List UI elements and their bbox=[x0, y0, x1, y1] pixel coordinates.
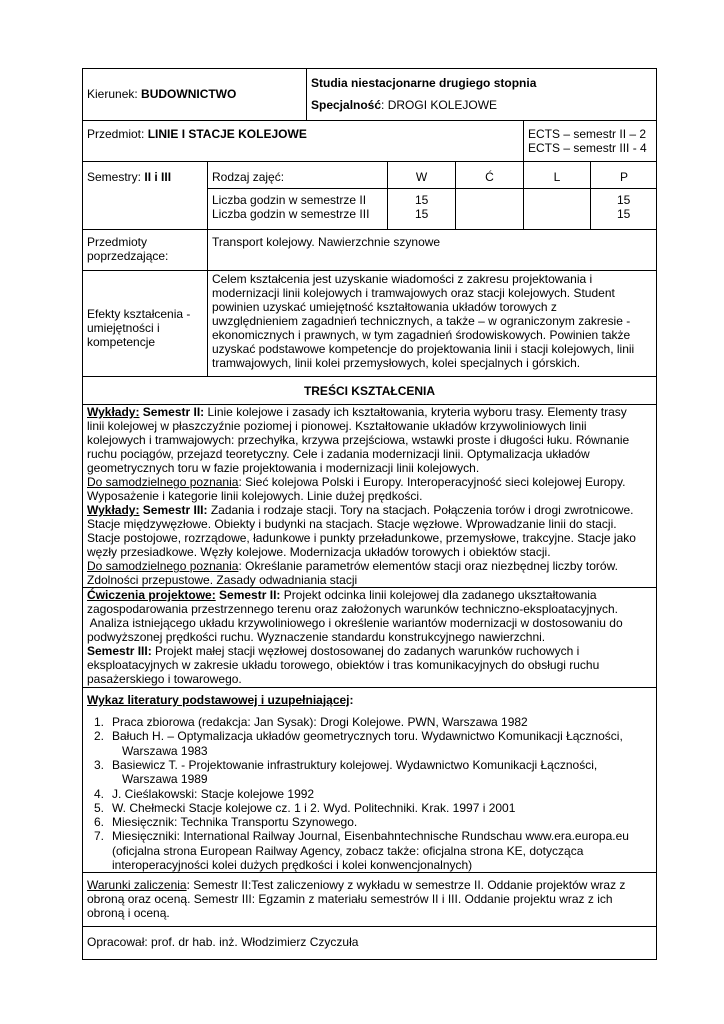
tresci-title: TREŚCI KSZTAŁCENIA bbox=[303, 384, 436, 398]
tresci-line: Wyposażenie i kategorie linii kolejowych. Linie dużej prędkości. bbox=[87, 489, 423, 503]
wyklady-sem2-first: Wykłady: Semestr II: Linie kolejowe i zasady ich kształtowania, kryteria wyboru trasy. Elementy trasy bbox=[87, 405, 627, 419]
col-c: Ć bbox=[485, 170, 494, 184]
w-sem2: 15 bbox=[415, 193, 429, 207]
cwiczenia-line: Analiza istniejącego układu krzywoliniowego i określenie wariantów modernizacji w dostosowaniu do bbox=[87, 616, 623, 630]
col-p: P bbox=[619, 170, 628, 184]
studia-title: Studia niestacjonarne drugiego stopnia bbox=[311, 76, 537, 90]
efekty-label-2: umiejętności i bbox=[87, 321, 160, 335]
poprzedzajace-label-2: poprzedzające: bbox=[87, 249, 169, 263]
literatura-item-line: J. Cieślakowski: Stacje kolejowe 1992 bbox=[112, 786, 315, 801]
literatura-item-line: interoperacyjności kolei dużych prędkości i kolei konwencjonalnych) bbox=[112, 858, 473, 872]
literatura-item-number: 5. bbox=[94, 800, 105, 815]
literatura-item-number: 3. bbox=[94, 757, 105, 772]
wyklady-sem3-first: Wykłady: Semestr III: Zadania i rodzaje stacji. Tory na stacjach. Połączenia torów i drogi zwrotnicowe. bbox=[87, 503, 634, 517]
literatura-item-line: W. Chełmecki Stacje kolejowe cz. 1 i 2. Wyd. Politechniki. Krak. 1997 i 2001 bbox=[112, 800, 516, 815]
poprzedzajace-value: Transport kolejowy. Nawierzchnie szynowe bbox=[212, 235, 441, 249]
tresci-line: geometrycznych toru w fazie projektowania i modernizacji linii kolejowych. bbox=[87, 461, 480, 475]
literatura-item-line: Miesięcznik: Technika Transportu Szynowego. bbox=[112, 815, 358, 830]
efekty-label-1: Efekty kształcenia - bbox=[87, 307, 191, 321]
efekty-line: ekonomicznych i prawnych, w tym zagadnień środowiskowych. Powinien także bbox=[212, 328, 631, 342]
literatura-item-line: Bałuch H. – Optymalizacja układów geometrycznych toru. Wydawnictwo Komunikacji Łączności, bbox=[112, 729, 623, 744]
p-sem2: 15 bbox=[617, 193, 631, 207]
literatura-item-number: 7. bbox=[94, 829, 105, 844]
col-w: W bbox=[415, 170, 428, 184]
cwiczenia-line: podwyższonej prędkości ruchu. Wyznaczenie standardu konstrukcyjnego nawierzchni. bbox=[87, 630, 546, 644]
cwiczenia-sem3-first: Semestr III: Projekt małej stacji węzłowej dostosowanej do zadanych warunków ruchowych i bbox=[87, 644, 580, 658]
tresci-line: Stacje międzywęzłowe. Obiekty i budynki na stacjach. Stacje węzłowe. Wprowadzanie linii do stacji. bbox=[87, 517, 617, 531]
rule bbox=[82, 872, 657, 873]
ects-sem3: ECTS – semestr III - 4 bbox=[528, 141, 647, 155]
warunki-line: obroną oraz oceną. Semestr III: Egzamin z materiału semestrów II i III. Oddanie projektu wraz z ich bbox=[87, 892, 613, 906]
kierunek: Kierunek: BUDOWNICTWO bbox=[87, 87, 237, 101]
p-sem3: 15 bbox=[617, 207, 631, 221]
efekty-line: uzyskać podstawowe kompetencje do projektowania linii i stacji kolejowych, linii bbox=[212, 342, 635, 356]
rodzaj-zajec: Rodzaj zajęć: bbox=[212, 170, 285, 184]
cwiczenia-line: eksploatacyjnych w zakresie układu torowego, obiektów i tras komunikacyjnych do obsługi ruchu bbox=[87, 658, 600, 672]
literatura-item-line: Miesięczniki: International Railway Journal, Eisenbahntechnische Rundschau www.era.europa.eu bbox=[112, 829, 629, 844]
specjalnosc: Specjalność: DROGI KOLEJOWE bbox=[311, 98, 498, 112]
tresci-line: kolejowych i tramwajowych: przechyłka, krzywa przejściowa, wstawki proste i długości łuku. Równanie bbox=[87, 433, 630, 447]
literatura-item-line: (oficjalna strona European Railway Agency, zobacz także: oficjalna strona KE, dotycząca bbox=[112, 843, 584, 858]
efekty-line: tramwajowych, linii kolei przemysłowych, kolei specjalnych i górskich. bbox=[212, 356, 581, 370]
rule bbox=[82, 376, 657, 377]
rule bbox=[82, 229, 657, 230]
godziny-sem2-label: Liczba godzin w semestrze II bbox=[212, 193, 367, 207]
literatura-title: Wykaz literatury podstawowej i uzupełniającej: bbox=[87, 693, 354, 707]
literatura-item-line: Warszawa 1983 bbox=[112, 743, 208, 758]
literatura-item-line: Basiewicz T. - Projektowanie infrastruktury kolejowej. Wydawnictwo Komunikacji Łączności, bbox=[112, 757, 598, 772]
godziny-sem3-label: Liczba godzin w semestrze III bbox=[212, 207, 370, 221]
przedmiot: Przedmiot: LINIE I STACJE KOLEJOWE bbox=[87, 127, 307, 141]
warunki-first: Warunki zaliczenia: Semestr II:Test zaliczeniowy z wykładu w semestrze II. Oddanie projektów wraz z bbox=[87, 878, 626, 892]
cwiczenia-line: zagospodarowania przestrzennego terenu oraz założonych warunków techniczno-eksploatacyjnych. bbox=[87, 602, 618, 616]
literatura-item-number: 6. bbox=[94, 815, 105, 830]
rule bbox=[306, 68, 307, 120]
efekty-line: Celem kształcenia jest uzyskanie wiadomości z zakresu projektowania i bbox=[212, 272, 593, 286]
poprzedzajace-label-1: Przedmioty bbox=[87, 235, 148, 249]
semestry: Semestry: II i III bbox=[87, 170, 172, 184]
opracowal: Opracował: prof. dr hab. inż. Włodzimierz Czyczuła bbox=[87, 935, 359, 949]
rule bbox=[207, 161, 208, 376]
literatura-item-line: Praca zbiorowa (redakcja: Jan Sysak): Drogi Kolejowe. PWN, Warszawa 1982 bbox=[112, 715, 528, 729]
literatura-item-number: 1. bbox=[94, 715, 105, 729]
warunki-line: obroną i oceną. bbox=[87, 906, 170, 920]
rule bbox=[82, 926, 657, 927]
efekty-line: uwzględnieniem zagadnień technicznych, a także – w ograniczonym zakresie - bbox=[212, 314, 631, 328]
rule bbox=[82, 270, 657, 271]
tresci-line: węzły przesiadkowe. Węzły kolejowe. Modernizacja układów torowych i obiektów stacji. bbox=[87, 545, 551, 559]
samodzielne-1: Do samodzielnego poznania: Sieć kolejowa Polski i Europy. Interoperacyjność sieci kolejowej Europy. bbox=[87, 475, 626, 489]
tresci-line: ruchu pociągów, przejazd teoretyczny. Cele i zadania modernizacji linii. Optymalizacja układów bbox=[87, 447, 590, 461]
w-sem3: 15 bbox=[415, 207, 429, 221]
cwiczenia-line: pasażerskiego i towarowego. bbox=[87, 672, 242, 686]
rule bbox=[82, 120, 657, 121]
literatura-item-number: 4. bbox=[94, 786, 105, 801]
ects-sem2: ECTS – semestr II – 2 bbox=[528, 127, 647, 141]
col-l: L bbox=[553, 170, 561, 184]
literatura-item-line: Warszawa 1989 bbox=[112, 772, 208, 787]
tresci-line: linii kolejowej w płaszczyźnie poziomej i pionowej. Kształtowanie układów krzywoliniowych linii bbox=[87, 419, 587, 433]
efekty-line: modernizacji linii kolejowych i tramwajowych oraz stacji kolejowych. Student bbox=[212, 286, 615, 300]
cwiczenia-first: Ćwiczenia projektowe: Semestr II: Projekt odcinka linii kolejowej dla zadanego ukształtowania bbox=[87, 588, 597, 602]
efekty-line: powinien uzyskać umiejętność kształtowania układów torowych z bbox=[212, 300, 557, 314]
rule bbox=[82, 687, 657, 688]
tresci-line: Stacje postojowe, rozrządowe, ładunkowe i punkty przeładunkowe, przemysłowe, trakcyjne. Stacje jako bbox=[87, 531, 636, 545]
rule bbox=[82, 161, 657, 162]
efekty-label-3: kompetencje bbox=[87, 335, 156, 349]
samodzielne-2: Do samodzielnego poznania: Określanie parametrów elementów stacji oraz niezbędnej liczby torów. bbox=[87, 559, 618, 573]
literatura-item-number: 2. bbox=[94, 729, 105, 744]
tresci-line: Zdolności przepustowe. Zasady odwadniania stacji bbox=[87, 573, 358, 587]
rule bbox=[523, 120, 524, 161]
